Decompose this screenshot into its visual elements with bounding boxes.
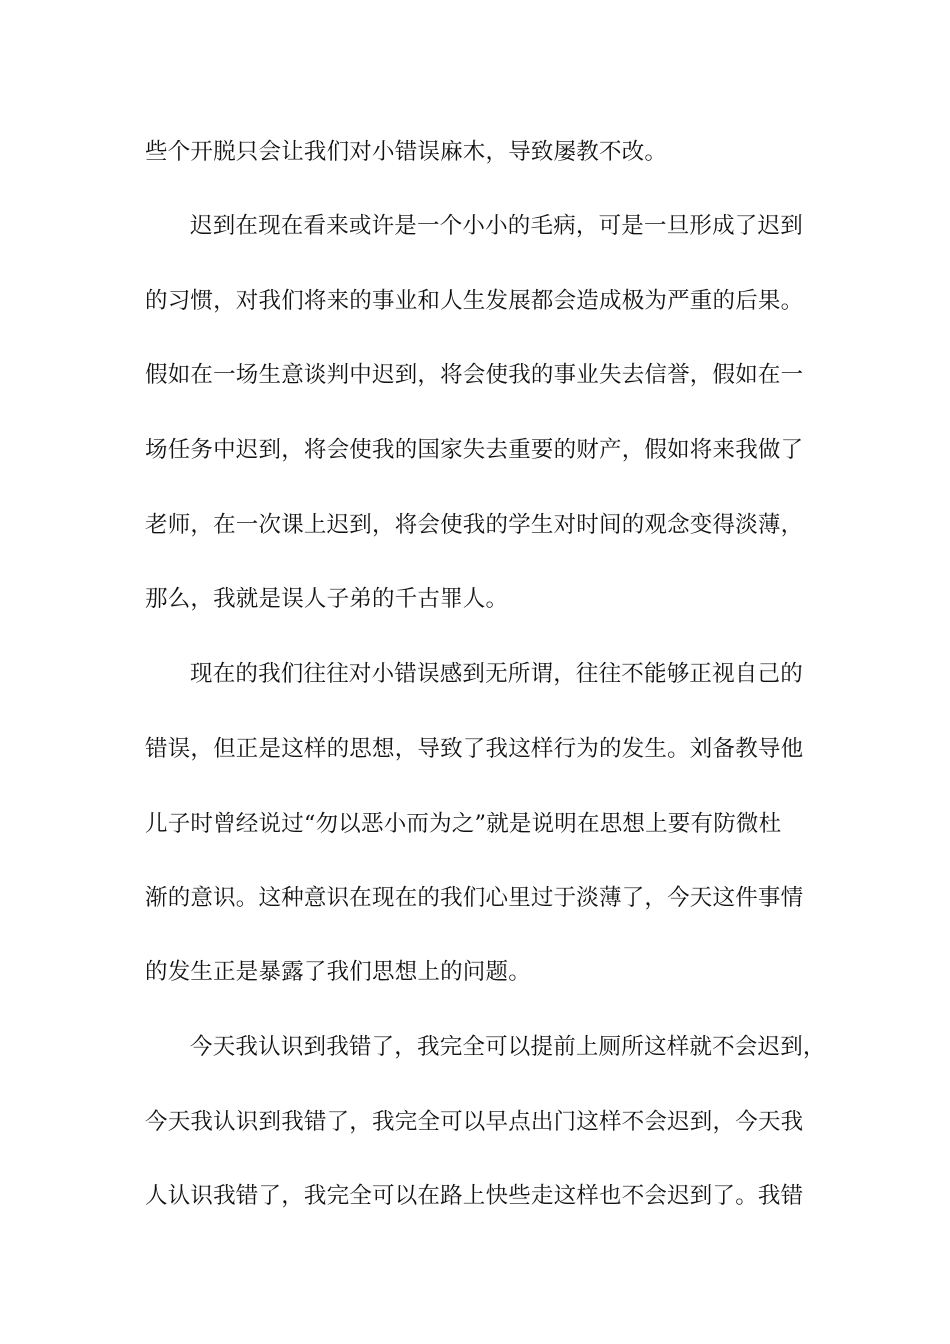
text-line: 假如在一场生意谈判中迟到，将会使我的事业失去信誉，假如在一 (145, 362, 804, 388)
text-line: 错误，但正是这样的思想，导致了我这样行为的发生。刘备教导他 (145, 736, 804, 762)
text-line: 那么，我就是误人子弟的千古罪人。 (145, 586, 509, 612)
paragraph-first-line: 现在的我们往往对小错误感到无所谓，往往不能够正视自己的 (190, 661, 803, 687)
text-line: 场任务中迟到，将会使我的国家失去重要的财产，假如将来我做了 (145, 437, 804, 463)
text-line: 些个开脱只会让我们对小错误麻木，导致屡教不改。 (145, 139, 668, 165)
text-line: 渐的意识。这种意识在现在的我们心里过于淡薄了，今天这件事情 (145, 885, 804, 911)
text-line: 的发生正是暴露了我们思想上的问题。 (145, 959, 531, 985)
paragraph-first-line: 迟到在现在看来或许是一个小小的毛病，可是一旦形成了迟到 (190, 213, 803, 239)
text-line: 人认识我错了，我完全可以在路上快些走这样也不会迟到了。我错 (145, 1183, 804, 1209)
text-line: 儿子时曾经说过“勿以恶小而为之”就是说明在思想上要有防微杜 (145, 811, 782, 837)
text-line: 老师，在一次课上迟到，将会使我的学生对时间的观念变得淡薄， (145, 512, 804, 538)
paragraph-first-line: 今天我认识到我错了，我完全可以提前上厕所这样就不会迟到， (190, 1034, 826, 1060)
text-line: 今天我认识到我错了，我完全可以早点出门这样不会迟到，今天我 (145, 1109, 804, 1135)
text-line: 的习惯，对我们将来的事业和人生发展都会造成极为严重的后果。 (145, 288, 804, 314)
